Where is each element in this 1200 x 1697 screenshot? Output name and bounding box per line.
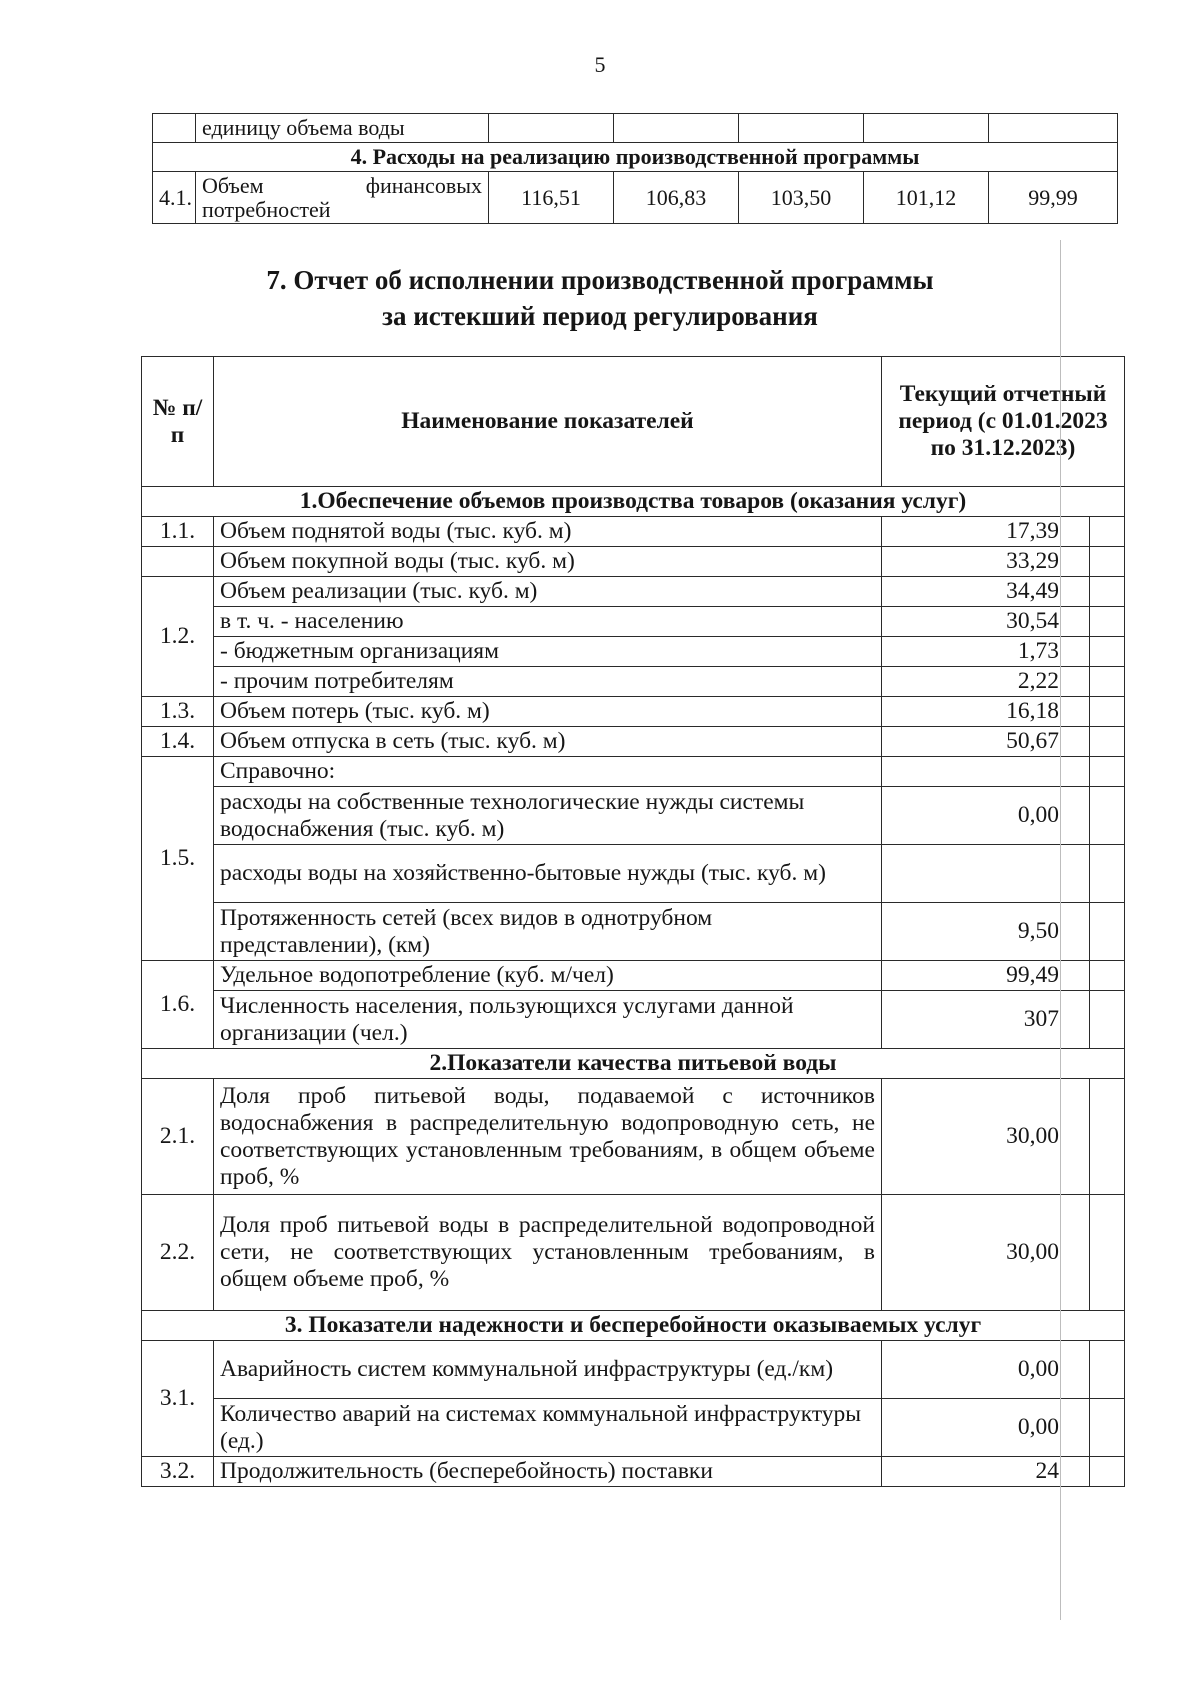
row-number: 1.6. bbox=[142, 961, 214, 1049]
row-number: 1.4. bbox=[142, 727, 214, 757]
row-label: Объем потерь (тыс. куб. м) bbox=[214, 697, 882, 727]
row-number: 3.2. bbox=[142, 1457, 214, 1487]
row-number: 1.3. bbox=[142, 697, 214, 727]
report-title bbox=[0, 262, 1200, 334]
row-label: расходы на собственные технологические нужды системы водоснабжения (тыс. куб. м) bbox=[214, 787, 882, 845]
report-title-line2: за истекший период регулирования bbox=[382, 301, 818, 331]
section-title: 2.Показатели качества питьевой воды bbox=[142, 1049, 1125, 1079]
table-row bbox=[142, 903, 1125, 961]
header-period: Текущий отчетный период (с 01.01.2023 по 31.12.2023) bbox=[882, 357, 1125, 487]
table-row bbox=[142, 517, 1125, 547]
value-cell: 1,73 bbox=[882, 637, 1090, 667]
row-label: Численность населения, пользующихся услугами данной организации (чел.) bbox=[214, 991, 882, 1049]
table-row bbox=[142, 961, 1125, 991]
section-title: 4. Расходы на реализацию производственной программы bbox=[153, 143, 1118, 172]
value-cell: 33,29 bbox=[882, 547, 1090, 577]
value-cell: 106,83 bbox=[614, 172, 739, 224]
value-cell: 30,54 bbox=[882, 607, 1090, 637]
value-cell: 30,00 bbox=[882, 1079, 1090, 1195]
value-cell: 9,50 bbox=[882, 903, 1090, 961]
value-cell: 2,22 bbox=[882, 667, 1090, 697]
value-cell: 116,51 bbox=[489, 172, 614, 224]
row-number: 1.2. bbox=[142, 577, 214, 697]
table-row bbox=[142, 1341, 1125, 1399]
row-label: Объем поднятой воды (тыс. куб. м) bbox=[214, 517, 882, 547]
row-label: Продолжительность (бесперебойность) поставки bbox=[214, 1457, 882, 1487]
scan-artifact-line bbox=[1060, 240, 1061, 1620]
table-row bbox=[142, 1079, 1125, 1195]
table-row bbox=[142, 637, 1125, 667]
table-row bbox=[142, 787, 1125, 845]
row-label: Удельное водопотребление (куб. м/чел) bbox=[214, 961, 882, 991]
row-number bbox=[142, 547, 214, 577]
row-label: Доля проб питьевой воды, подаваемой с источников водоснабжения в распределительную водопроводную сеть, не соответствующих установленным требованиям, в общем объеме проб, % bbox=[214, 1079, 882, 1195]
report-table bbox=[141, 356, 1125, 1487]
value-cell: 99,49 bbox=[882, 961, 1090, 991]
row-label: расходы воды на хозяйственно-бытовые нужды (тыс. куб. м) bbox=[214, 845, 882, 903]
row-number: 3.1. bbox=[142, 1341, 214, 1457]
value-cell: 0,00 bbox=[882, 1399, 1090, 1457]
row-label: Объем покупной воды (тыс. куб. м) bbox=[214, 547, 882, 577]
table-row bbox=[142, 991, 1125, 1049]
row-label: Объем финансовых потребностей bbox=[196, 172, 489, 224]
row-number: 4.1. bbox=[153, 172, 196, 224]
value-cell: 0,00 bbox=[882, 787, 1090, 845]
value-cell: 30,00 bbox=[882, 1195, 1090, 1311]
section-header-row bbox=[142, 487, 1125, 517]
table-header-row bbox=[142, 357, 1125, 487]
row-number: 1.1. bbox=[142, 517, 214, 547]
value-cell: 16,18 bbox=[882, 697, 1090, 727]
finance-table bbox=[152, 113, 1118, 224]
header-name: Наименование показателей bbox=[214, 357, 882, 487]
table-row bbox=[142, 727, 1125, 757]
row-label: - прочим потребителям bbox=[214, 667, 882, 697]
value-cell bbox=[882, 757, 1090, 787]
table-row bbox=[142, 607, 1125, 637]
value-cell: 99,99 bbox=[989, 172, 1118, 224]
section-header-row bbox=[142, 1049, 1125, 1079]
table-row bbox=[142, 697, 1125, 727]
value-cell: 101,12 bbox=[864, 172, 989, 224]
row-label: Справочно: bbox=[214, 757, 882, 787]
header-num: № п/п bbox=[142, 357, 214, 487]
value-cell: 17,39 bbox=[882, 517, 1090, 547]
section-title: 3. Показатели надежности и бесперебойности оказываемых услуг bbox=[142, 1311, 1125, 1341]
value-cell: 50,67 bbox=[882, 727, 1090, 757]
table-row bbox=[142, 845, 1125, 903]
page-number: 5 bbox=[594, 52, 606, 77]
table-row bbox=[142, 547, 1125, 577]
row-label: Количество аварий на системах коммунальной инфраструктуры (ед.) bbox=[214, 1399, 882, 1457]
table-row bbox=[142, 1399, 1125, 1457]
row-number: 2.1. bbox=[142, 1079, 214, 1195]
section-header-row bbox=[153, 143, 1118, 172]
row-label: Объем реализации (тыс. куб. м) bbox=[214, 577, 882, 607]
row-label: Аварийность систем коммунальной инфраструктуры (ед./км) bbox=[214, 1341, 882, 1399]
section-header-row bbox=[142, 1311, 1125, 1341]
section-title: 1.Обеспечение объемов производства товаров (оказания услуг) bbox=[142, 487, 1125, 517]
table-row bbox=[142, 1195, 1125, 1311]
table-row bbox=[142, 667, 1125, 697]
row-label: Протяженность сетей (всех видов в однотрубном представлении), (км) bbox=[214, 903, 882, 961]
value-cell: 103,50 bbox=[739, 172, 864, 224]
value-cell bbox=[882, 845, 1090, 903]
value-cell: 34,49 bbox=[882, 577, 1090, 607]
row-label: единицу объема воды bbox=[196, 114, 489, 143]
report-title-line1: 7. Отчет об исполнении производственной программы bbox=[266, 265, 934, 295]
row-label: Доля проб питьевой воды в распределительной водопроводной сети, не соответствующих установленным требованиям, в общем объеме проб, % bbox=[214, 1195, 882, 1311]
row-label: - бюджетным организациям bbox=[214, 637, 882, 667]
table-row bbox=[142, 757, 1125, 787]
table-row bbox=[153, 114, 1118, 143]
row-number: 2.2. bbox=[142, 1195, 214, 1311]
row-label: Объем отпуска в сеть (тыс. куб. м) bbox=[214, 727, 882, 757]
row-label: в т. ч. - населению bbox=[214, 607, 882, 637]
table-row bbox=[153, 172, 1118, 224]
table-row bbox=[142, 1457, 1125, 1487]
table-row bbox=[142, 577, 1125, 607]
value-cell: 24 bbox=[882, 1457, 1090, 1487]
row-number: 1.5. bbox=[142, 757, 214, 961]
value-cell: 0,00 bbox=[882, 1341, 1090, 1399]
value-cell: 307 bbox=[882, 991, 1090, 1049]
